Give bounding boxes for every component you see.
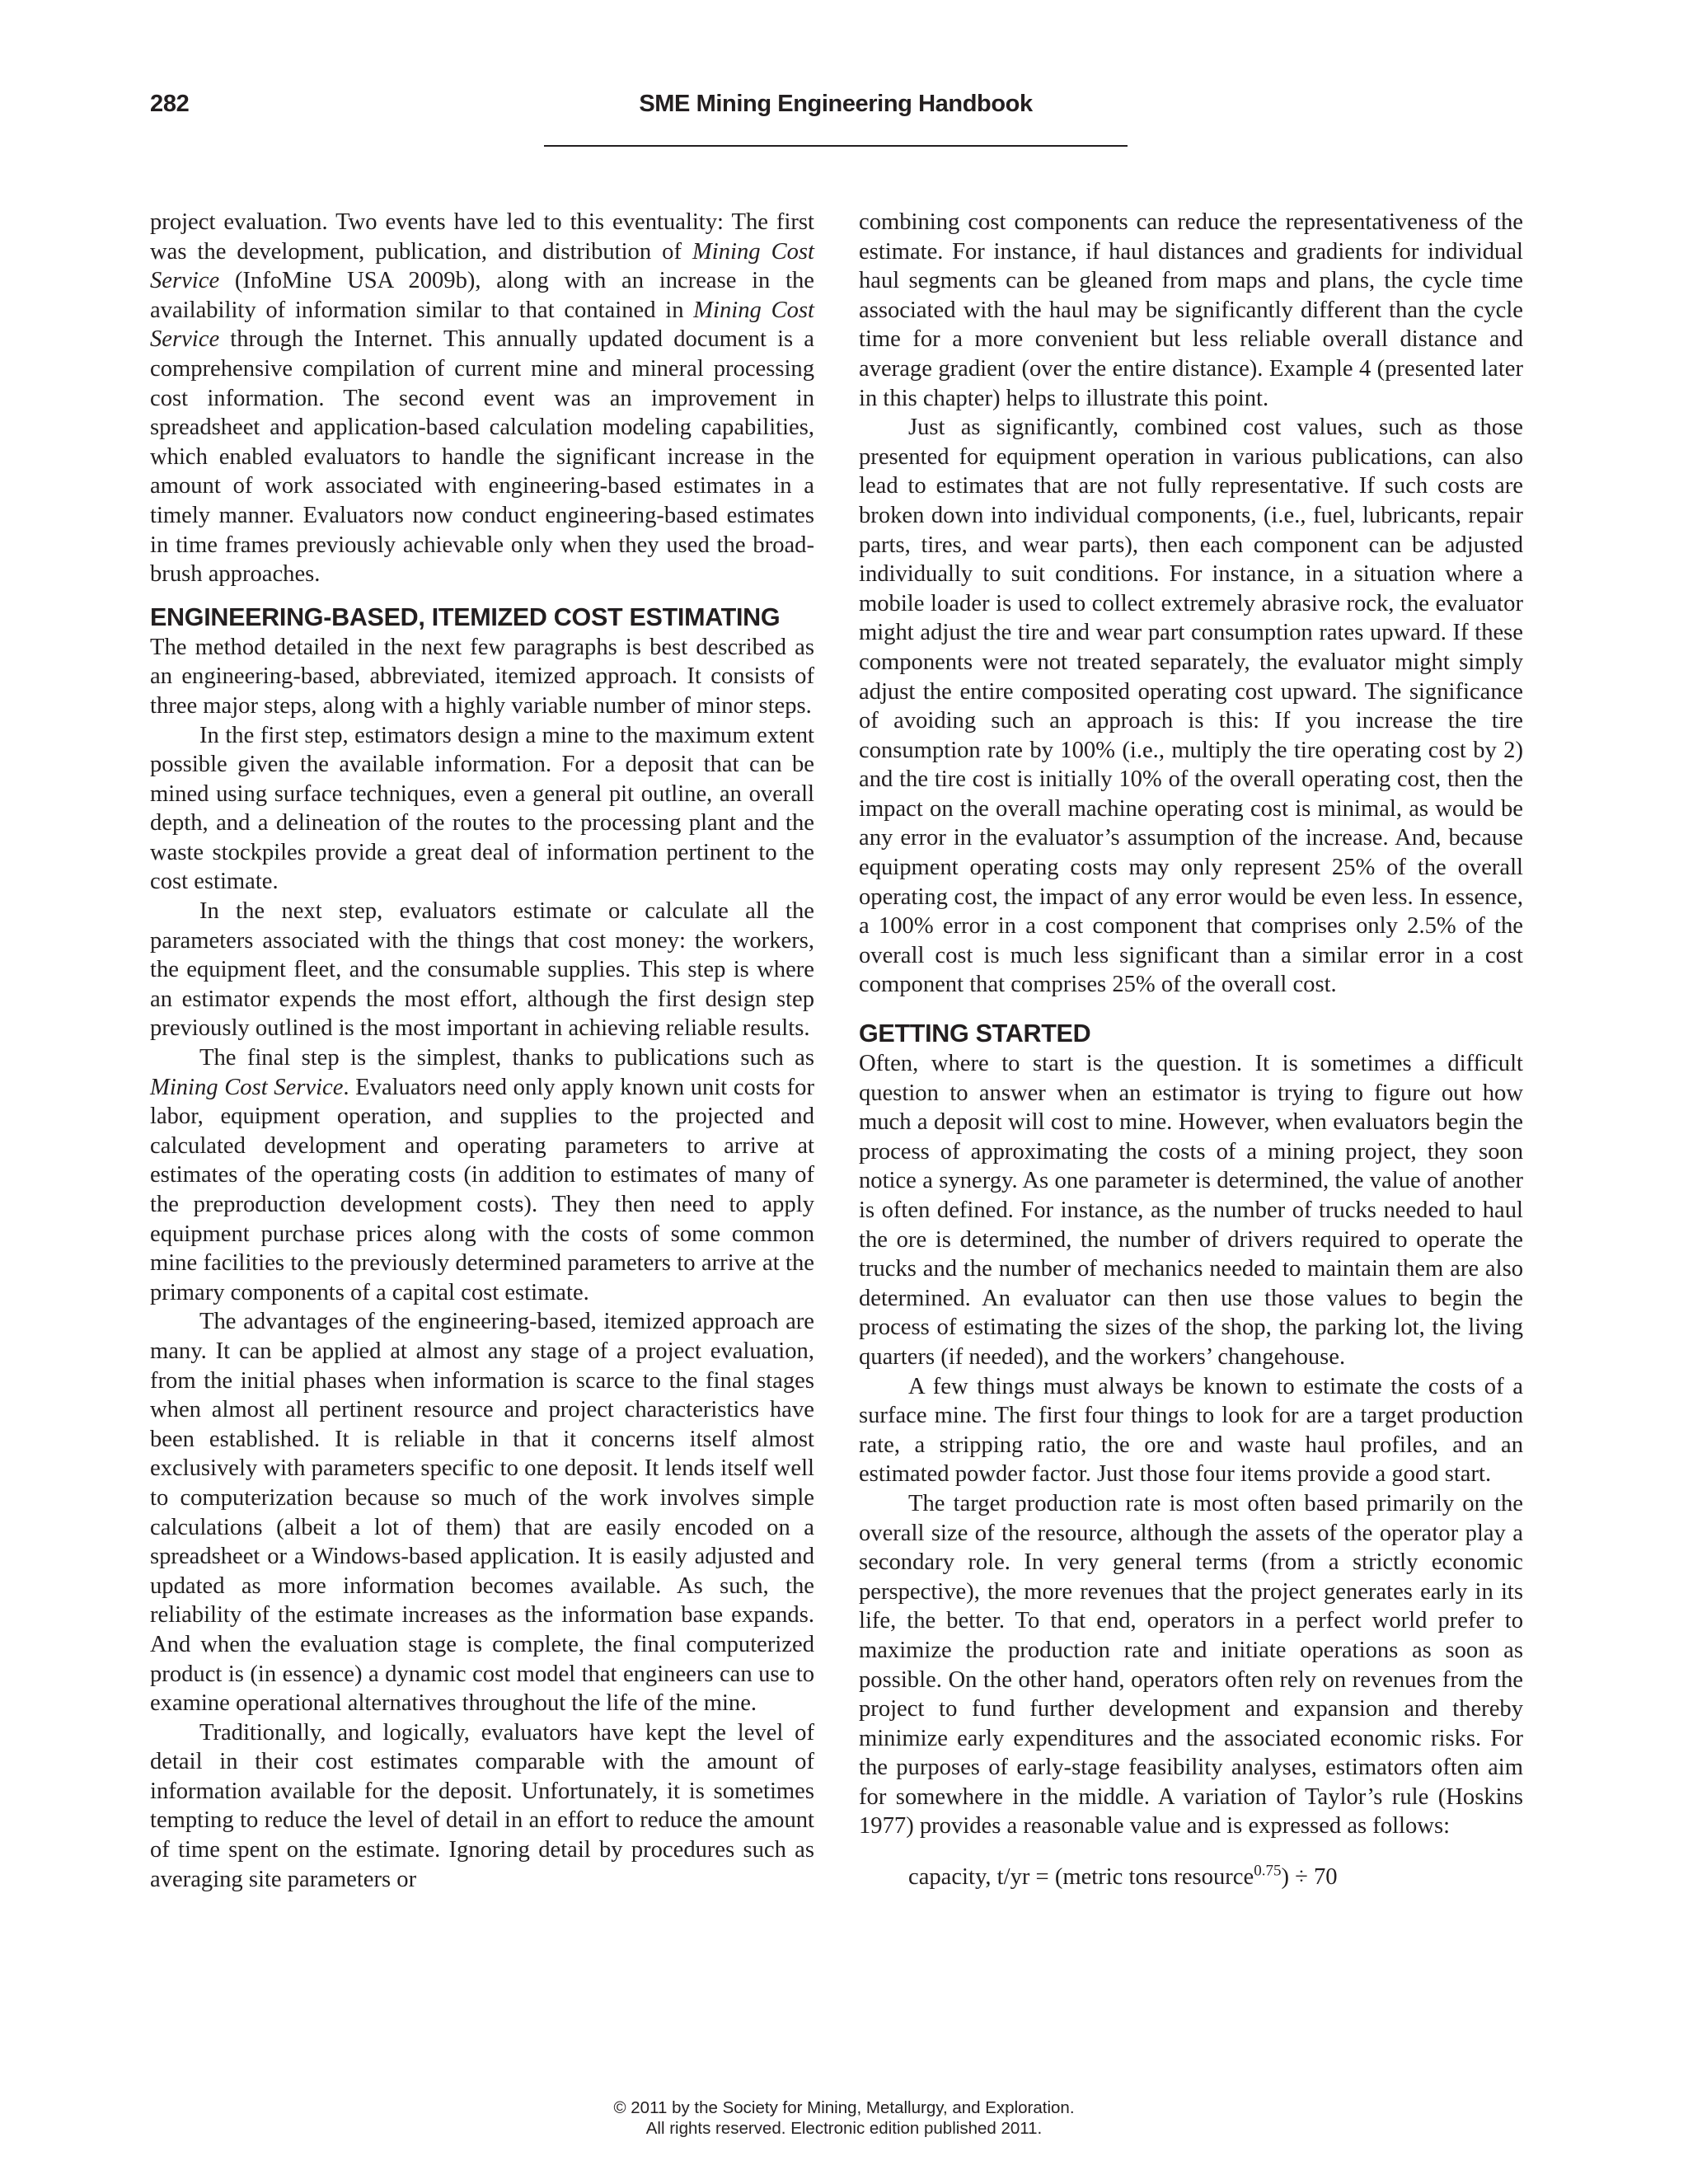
text-run: . Evaluators need only apply known unit costs for labor, equipment operation, and supplies to the projected and calculated development and operating parameters to arrive at estimates of the operating costs (in addition to estimates of many of the preproduction development costs). They then need to apply equipment purchase prices along with the costs of some common mine facilities to the previously determined parameters to arrive at the primary components of a capital cost estimate. bbox=[150, 1074, 814, 1305]
equation-lhs: capacity, t/yr = (metric tons resource bbox=[908, 1864, 1254, 1891]
text-run: (InfoMine USA 2009b), along with an increase in the availability of information similar to that contained in bbox=[150, 268, 814, 323]
equation bbox=[908, 1863, 1523, 1892]
copyright-footer bbox=[0, 2097, 1688, 2139]
italic-title: Mining Cost Service bbox=[150, 238, 815, 294]
paragraph: The method detailed in the next few paragraphs is best described as an engineering-based, abbreviated, itemized approach. It consists of three major steps, along with a highly variable number of minor steps. bbox=[150, 634, 814, 719]
paragraph: In the first step, estimators design a mine to the maximum extent possible given the available information. For a deposit that can be mined using surface techniques, even a general pit outline, an overall depth, and a delineation of the routes to the processing plant and the waste stockpiles provide a great deal of information pertinent to the cost estimate. bbox=[150, 722, 814, 895]
paragraph: In the next step, evaluators estimate or calculate all the parameters associated with the things that cost money: the workers, the equipment fleet, and the consumable supplies. This step is where an estimator expends the most effort, although the first design step previously outlined is the most important in achieving reliable results. bbox=[150, 898, 814, 1042]
section-heading: GETTING STARTED bbox=[859, 1019, 1091, 1048]
section-heading: ENGINEERING-BASED, ITEMIZED COST ESTIMATING bbox=[150, 602, 781, 631]
running-head: SME Mining Engineering Handbook bbox=[639, 91, 1033, 117]
paragraph: The advantages of the engineering-based, itemized approach are many. It can be applied at almost any stage of a project evaluation, from the initial phases when information is scarce to the final stages when almost all pertinent resource and project characteristics have been established. It is reliable in that it concerns itself almost exclusively with parameters specific to one deposit. It lends itself well to computerization because so much of the work involves simple calculations (albeit a lot of them) that are easily encoded on a spreadsheet or a Windows-based application. It is easily adjusted and updated as more information becomes available. As such, the reliability of the estimate increases as the information base expands. And when the evaluation stage is complete, the final computerized product is (in essence) a dynamic cost model that engineers can use to examine operational alternatives throughout the life of the mine. bbox=[150, 1309, 814, 1717]
paragraph: Often, where to start is the question. It is sometimes a difficult question to answer when an estimator is trying to figure out how much a deposit will cost to mine. However, when evaluators begin the process of approximating the costs of a mining project, they soon notice a synergy. As one parameter is determined, the value of another is often defined. For instance, as the number of trucks needed to haul the ore is determined, the number of drivers required to operate the trucks and the number of mechanics needed to maintain them are also determined. An evaluator can then use those values to begin the process of estimating the sizes of the shop, the parking lot, the living quarters (if needed), and the workers’ changehouse. bbox=[859, 1051, 1523, 1370]
right-column bbox=[859, 208, 1523, 1892]
paragraph bbox=[150, 1043, 814, 1307]
page-header bbox=[0, 0, 1688, 157]
header-rule bbox=[544, 145, 1128, 147]
rights-line: All rights reserved. Electronic edition published 2011. bbox=[645, 2119, 1043, 2138]
page-number: 282 bbox=[150, 91, 190, 117]
paragraph: combining cost components can reduce the representativeness of the estimate. For instance, if haul distances and gradients for individual haul segments can be gleaned from maps and plans, the cycle time associated with the haul may be significantly different than the cycle time for a more convenient but less reliable overall distance and average gradient (over the entire distance). Example 4 (presented later in this chapter) helps to illustrate this point. bbox=[859, 209, 1523, 411]
paragraph bbox=[150, 208, 814, 589]
text-run: through the Internet. This annually updated document is a comprehensive compilation of current mine and mineral processing cost information. The second event was an improvement in spreadsheet and application-based calculation modeling capabilities, which enabled evaluators to handle the significant increase in the amount of work associated with engineering-based estimates in a timely manner. Evaluators now conduct engineering-based estimates in time frames previously achievable only when they used the broad-brush approaches. bbox=[150, 326, 814, 588]
paragraph: A few things must always be known to estimate the costs of a surface mine. The first four things to look for are a target production rate, a stripping ratio, the ore and waste haul profiles, and an estimated powder factor. Just those four items provide a good start. bbox=[859, 1373, 1523, 1488]
paragraph: The target production rate is most often based primarily on the overall size of the resource, although the assets of the operator play a secondary role. In very general terms (from a strictly economic perspective), the more revenues that the project generates early in its life, the better. To that end, operators in a perfect world prefer to maximize the production rate and initiate operations as soon as possible. On the other hand, operators often rely on revenues from the project to fund further development and expansion and thereby minimize early expenditures and the associated economic risks. For the purposes of early-stage feasibility analyses, estimators often aim for somewhere in the middle. A variation of Taylor’s rule (Hoskins 1977) provides a reasonable value and is expressed as follows: bbox=[859, 1490, 1523, 1840]
equation-rhs: ) ÷ 70 bbox=[1281, 1864, 1338, 1891]
equation-exponent: 0.75 bbox=[1254, 1862, 1282, 1880]
italic-title: Mining Cost Service bbox=[150, 1074, 344, 1100]
text-run: The final step is the simplest, thanks to publications such as bbox=[199, 1045, 814, 1071]
copyright-line: © 2011 by the Society for Mining, Metallurgy, and Exploration. bbox=[613, 2098, 1075, 2117]
left-column bbox=[150, 208, 814, 1894]
italic-title: Mining Cost Service bbox=[150, 297, 815, 353]
paragraph: Traditionally, and logically, evaluators have kept the level of detail in their cost estimates comparable with the amount of information available for the deposit. Unfortunately, it is sometimes tempting to reduce the level of detail in an effort to reduce the amount of time spent on the estimate. Ignoring detail by procedures such as averaging site parameters or bbox=[150, 1719, 814, 1892]
paragraph: Just as significantly, combined cost values, such as those presented for equipment operation in various publications, can also lead to estimates that are not fully representative. If such costs are broken down into individual components, (i.e., fuel, lubricants, repair parts, tires, and wear parts), then each component can be adjusted individually to suit conditions. For instance, in a situation where a mobile loader is used to collect extremely abrasive rock, the evaluator might adjust the tire and wear part consumption rates upward. If these components were not treated separately, the evaluator might simply adjust the entire composited operating cost upward. The significance of avoiding such an approach is this: If you increase the tire consumption rate by 100% (i.e., multiply the tire operating cost by 2) and the tire cost is initially 10% of the overall operating cost, then the impact on the overall machine operating cost is minimal, as would be any error in the evaluator’s assumption of the increase. And, because equipment operating costs may only represent 25% of the overall operating cost, the impact of any error would be even less. In essence, a 100% error in a cost component that comprises only 2.5% of the overall cost is much less significant than a similar error in a cost component that comprises 25% of the overall cost. bbox=[859, 415, 1523, 998]
text-run: project evaluation. Two events have led to this eventuality: The first was the development, publication, and distribution of bbox=[150, 209, 814, 265]
